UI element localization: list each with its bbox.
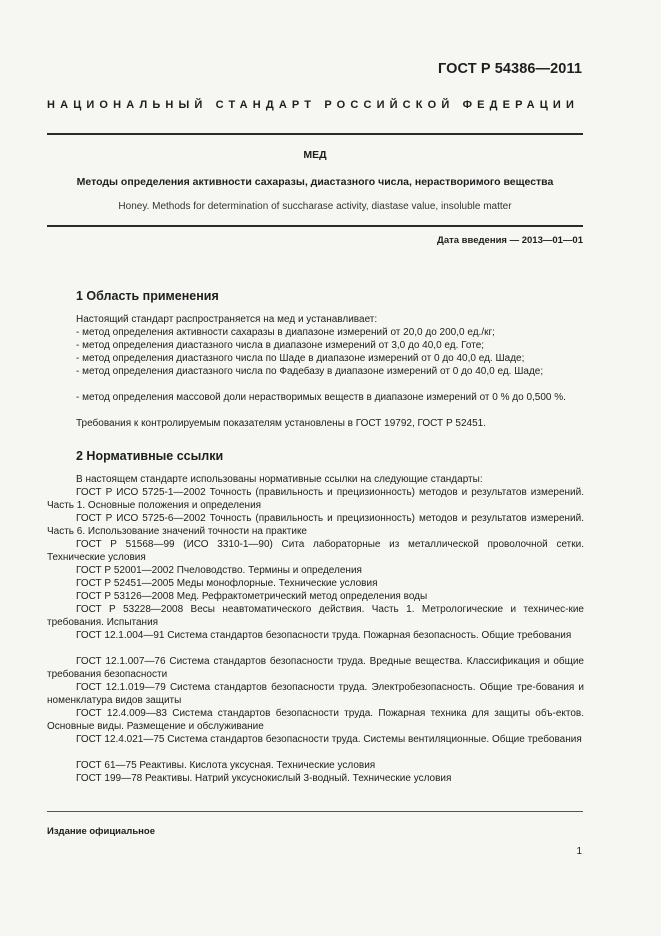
national-standard-banner: НАЦИОНАЛЬНЫЙ СТАНДАРТ РОССИЙСКОЙ ФЕДЕРАЦИИ (47, 99, 580, 111)
section-1-paragraph: - метод определения диастазного числа по Шаде в диапазоне измерений от 0 до 40,0 ед. Шаде; (76, 353, 525, 364)
section-1-paragraph: - метод определения массовой доли нерастворимых веществ в диапазоне измерений от 0 % до 0,500 %. (76, 392, 566, 403)
normative-reference: ГОСТ Р 51568—99 (ИСО 3310-1—90) Сита лабораторные из металлической проволочной сетки. Технические условия (47, 539, 584, 563)
normative-reference: ГОСТ Р ИСО 5725-6—2002 Точность (правильность и прецизионность) методов и результатов измерений. Часть 6. Использование значений точности на практике (47, 513, 584, 537)
normative-reference: В настоящем стандарте использованы нормативные ссылки на следующие стандарты: (76, 474, 483, 485)
section-1-heading: 1 Область применения (76, 289, 219, 303)
document-subtitle-en: Honey. Methods for determination of succharase activity, diastase value, insoluble matter (118, 201, 512, 212)
normative-reference: ГОСТ 61—75 Реактивы. Кислота уксусная. Технические условия (76, 760, 376, 771)
section-1-paragraph: Требования к контролируемым показателям установлены в ГОСТ 19792, ГОСТ Р 52451. (76, 418, 486, 429)
section-1-paragraph: - метод определения диастазного числа по Фадебазу в диапазоне измерений от 0 до 40,0 ед. Шаде; (76, 366, 544, 377)
normative-reference: ГОСТ Р ИСО 5725-1—2002 Точность (правильность и прецизионность) методов и результатов измерений. Часть 1. Основные положения и определения (47, 487, 584, 511)
normative-reference: ГОСТ 12.4.009—83 Система стандартов безопасности труда. Пожарная техника для защиты объ-ектов. Основные виды. Размещение и обслуживание (47, 708, 584, 732)
normative-reference: ГОСТ 12.1.007—76 Система стандартов безопасности труда. Вредные вещества. Классификация и общие требования безопасности (47, 656, 584, 680)
official-edition-label: Издание официальное (47, 826, 155, 837)
document-title: МЕД (303, 149, 327, 161)
normative-reference: ГОСТ 12.1.019—79 Система стандартов безопасности труда. Электробезопасность. Общие тре-бования и номенклатура видов защиты (47, 682, 584, 706)
section-1-paragraph: Настоящий стандарт распространяется на мед и устанавливает: (76, 314, 378, 325)
normative-reference: ГОСТ Р 52001—2002 Пчеловодство. Термины и определения (76, 565, 362, 576)
normative-reference: ГОСТ 199—78 Реактивы. Натрий уксуснокислый 3-водный. Технические условия (76, 773, 452, 784)
section-1-paragraph: - метод определения диастазного числа в диапазоне измерений от 3,0 до 40,0 ед. Готе; (76, 340, 485, 351)
normative-reference: ГОСТ 12.4.021—75 Система стандартов безопасности труда. Системы вентиляционные. Общие требования (76, 734, 582, 745)
section-2-heading: 2 Нормативные ссылки (76, 449, 224, 463)
normative-reference: ГОСТ Р 53126—2008 Мед. Рефрактометрический метод определения воды (76, 591, 428, 602)
header-rule (47, 133, 583, 135)
standard-number: ГОСТ Р 54386—2011 (438, 61, 582, 77)
page-number: 1 (576, 846, 582, 857)
introduction-date: Дата введения — 2013—01—01 (437, 235, 583, 246)
normative-reference: ГОСТ Р 52451—2005 Меды монофлорные. Технические условия (76, 578, 378, 589)
footer-rule (47, 811, 583, 812)
normative-reference: ГОСТ 12.1.004—91 Система стандартов безопасности труда. Пожарная безопасность. Общие требования (76, 630, 572, 641)
title-rule (47, 225, 583, 227)
section-1-paragraph: - метод определения активности сахаразы в диапазоне измерений от 20,0 до 200,0 ед./кг; (76, 327, 495, 338)
normative-reference: ГОСТ Р 53228—2008 Весы неавтоматического действия. Часть 1. Метрологические и техничес-кие требования. Испытания (47, 604, 584, 628)
document-subtitle-ru: Методы определения активности сахаразы, диастазного числа, нерастворимого вещества (76, 176, 554, 188)
